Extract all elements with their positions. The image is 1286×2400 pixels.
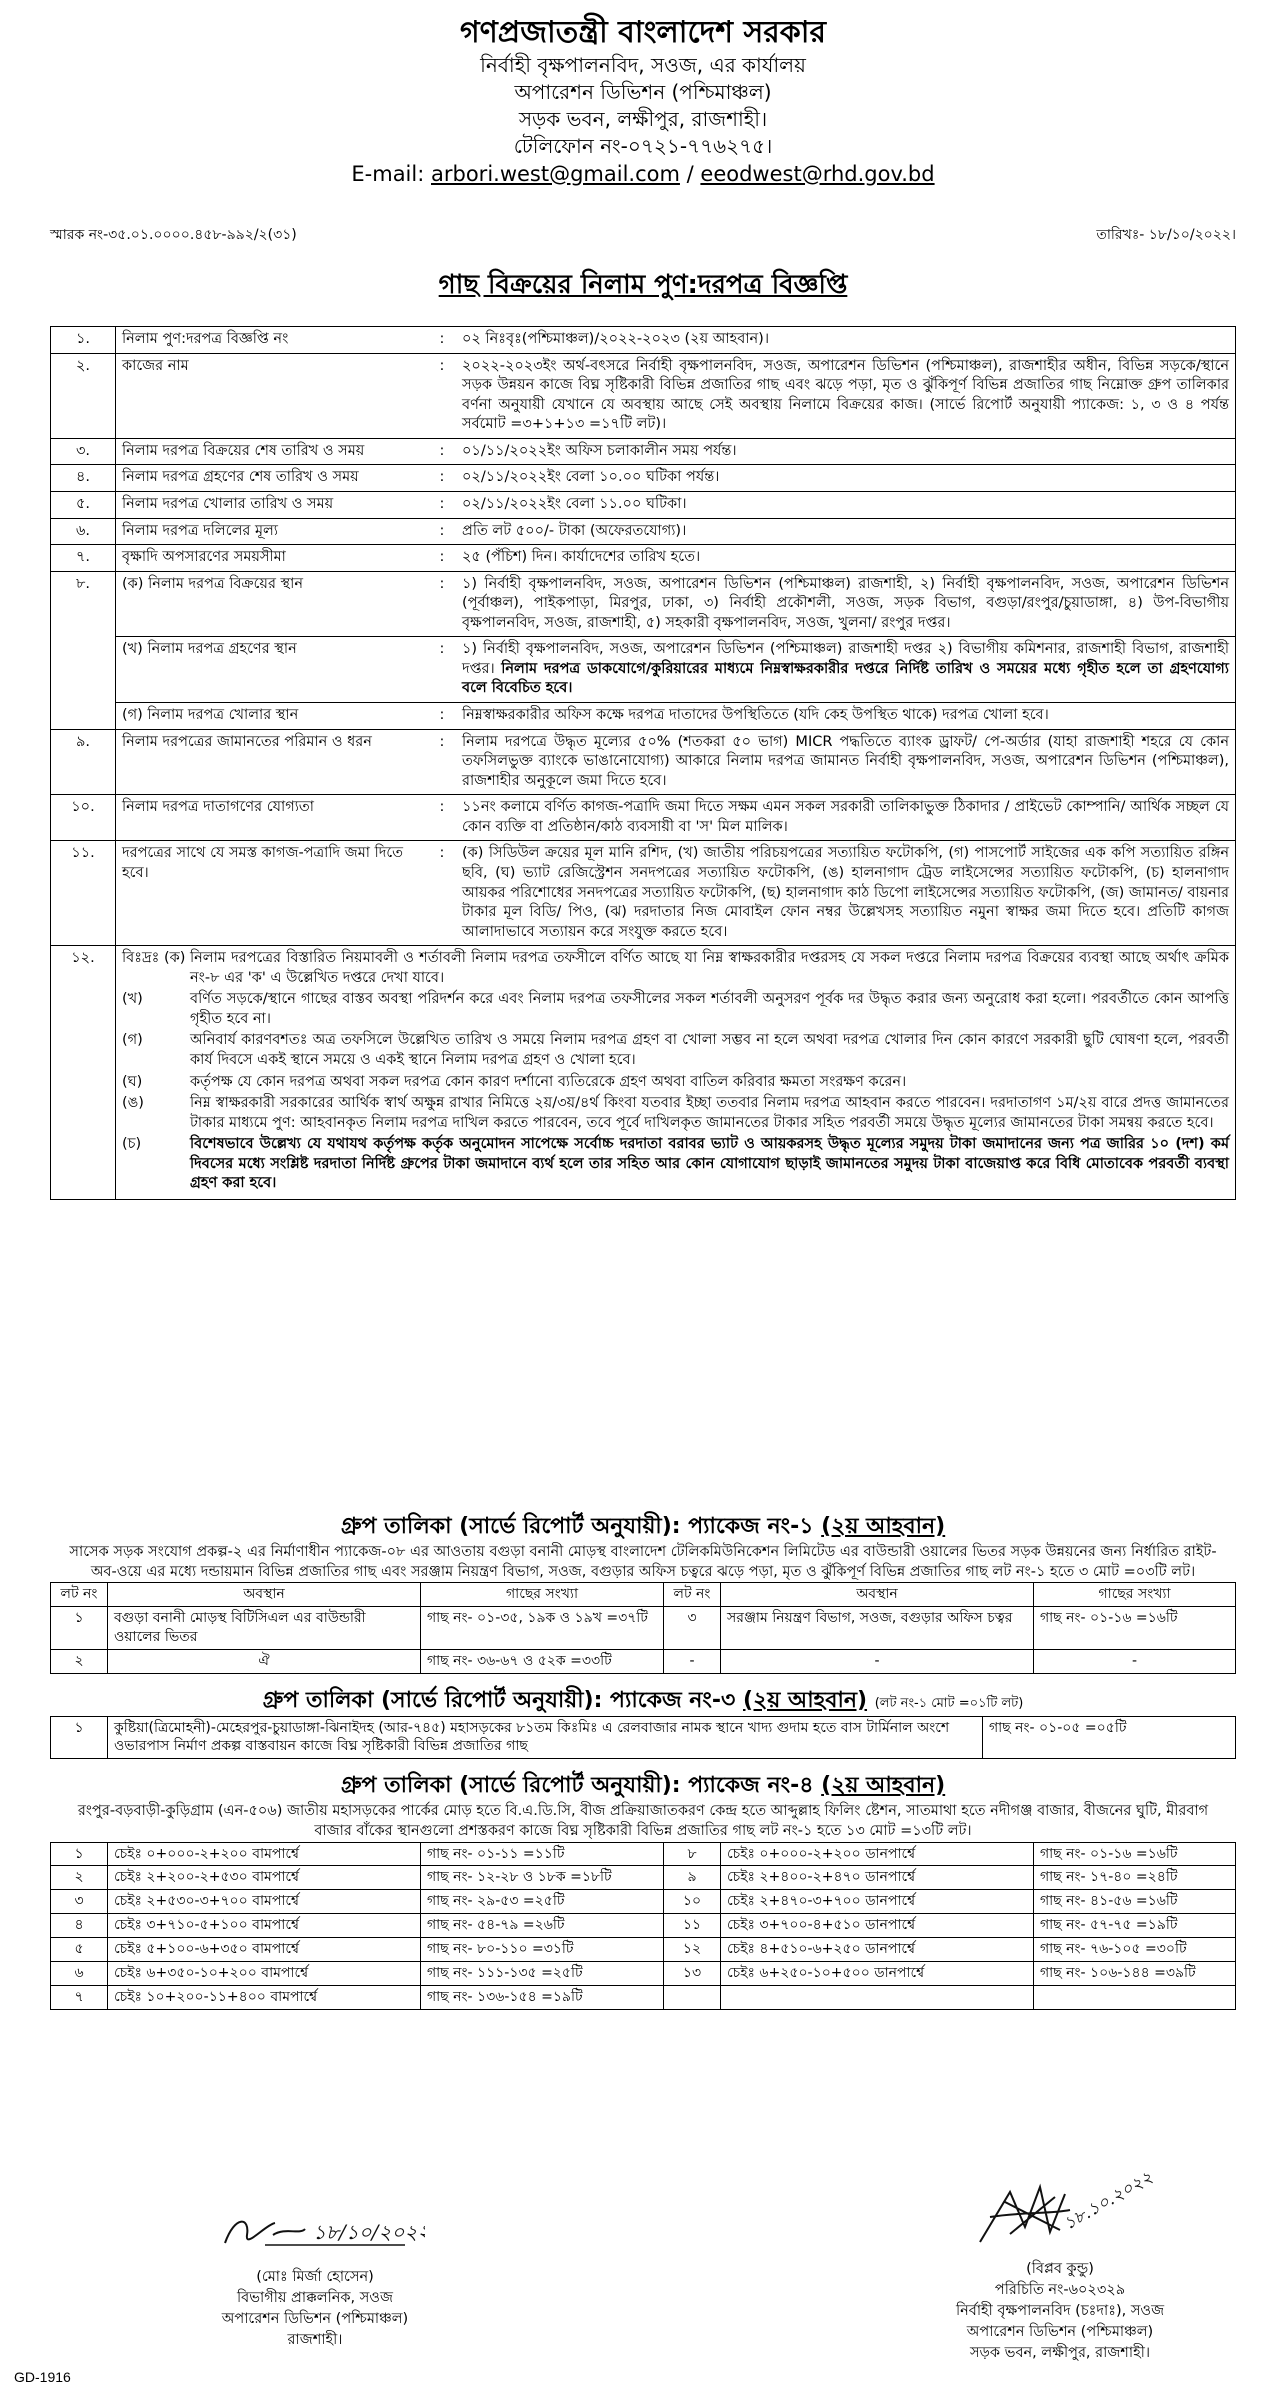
- table-cell: ঐ: [108, 1649, 421, 1673]
- row-label: নিলাম দরপত্র খোলার তারিখ ও সময়: [116, 491, 429, 518]
- table-cell: -: [664, 1649, 721, 1673]
- row-colon: :: [428, 703, 456, 730]
- note-text: নিম্ন স্বাক্ষরকারী সরকারের আর্থিক স্বার্থ অক্ষুন্ন রাখার নিমিত্তে ২য়/৩য়/৪র্থ কিংবা যতবার ইচ্ছা ততবার নিলাম দরপত্র আহবান করতে পারবেন। দরদাতাগণ ১ম/২য় বারে প্রদত্ত জামানতের টাকার মাধ্যমে পুণ: আহবানকৃত নিলাম দরপত্র দাখিল করতে পারবেন, তবে পূর্বে দাখিলকৃত জামানতের টাকার সহিত পরবর্তী সময়ে উদ্ধৃত মূল্যের জামানতের টাকা সমন্বয় করতে হবে।: [190, 1095, 1229, 1131]
- row-label: নিলাম দরপত্র বিক্রয়ের শেষ তারিখ ও সময়: [116, 438, 429, 465]
- row-value: ১১নং কলামে বর্ণিত কাগজ-পত্রাদি জমা দিতে সক্ষম এমন সকল সরকারী তালিকাভুক্ত ঠিকাদার / প্রাইভেট কোম্পানি/ আর্থিক সচ্ছল যে কোন ব্যক্তি বা প্রতিষ্ঠান/কাঠ ব্যবসায়ী বা 'স' মিল মালিক।: [456, 795, 1236, 841]
- row-number: ৬.: [51, 518, 116, 545]
- note-letter: (ক): [163, 950, 186, 967]
- row-value: ০২ নিঃবৃঃ(পশ্চিমাঞ্চল)/২০২২-২০২৩ (২য় আহবান)।: [456, 327, 1236, 354]
- table-cell: ১৩: [664, 1962, 721, 1986]
- table-row: [51, 465, 1236, 492]
- row-number: ৮.: [51, 571, 116, 729]
- row-colon: :: [428, 491, 456, 518]
- letterhead: [0, 0, 1286, 188]
- row-colon: :: [428, 518, 456, 545]
- row-value: ০১/১১/২০২২ইং অফিস চলাকালীন সময় পর্যন্ত।: [456, 438, 1236, 465]
- table-cell: ১০: [664, 1890, 721, 1914]
- handwritten-signature-right: [950, 2172, 1170, 2252]
- row-colon: :: [428, 571, 456, 637]
- row-colon: :: [428, 795, 456, 841]
- row-label: কাজের নাম: [116, 353, 429, 438]
- group4-table: [50, 1842, 1236, 2010]
- table-cell: চেইঃ ২+৫৩০-৩+৭০০ বামপার্শ্বে: [108, 1890, 421, 1914]
- signatory-right-designation: নির্বাহী বৃক্ষপালনবিদ (চঃদাঃ), সওজ: [955, 2303, 1165, 2320]
- table-row: [51, 1842, 1236, 1866]
- row-label: নিলাম পুণ:দরপত্র বিজ্ঞপ্তি নং: [116, 327, 429, 354]
- row-number: ৫.: [51, 491, 116, 518]
- table-cell: চেইঃ ০+০০০-২+২০০ বামপার্শ্বে: [108, 1842, 421, 1866]
- office-address: সড়ক ভবন, লক্ষীপুর, রাজশাহী।: [518, 106, 768, 131]
- note-text: বিশেষভাবে উল্লেখ্য যে যথাযথ কর্তৃপক্ষ কর্তৃক অনুমোদন সাপেক্ষে সর্বোচ্চ দরদাতা বরাবর ভ্যাট ও আয়করসহ উদ্ধৃত মূল্যের সমুদয় টাকা জমাদানের জন্য পত্র জারির ১০ (দশ) কর্ম দিবসের মধ্যে সংশ্লিষ্ট দরদাতা নির্দিষ্ট গ্রুপের টাকা জমাদানে ব্যর্থ হলে তার সহিত আর কোন যোগাযোগ ছাড়াই জামানতের সমুদয় টাকা বাজেয়াপ্ত করে বিধি মোতাবেক পরবর্তী ব্যবস্থা গ্রহণ করা হবে।: [190, 1136, 1229, 1192]
- signatory-right-address: সড়ক ভবন, লক্ষীপুর, রাজশাহী।: [969, 2345, 1151, 2362]
- row-colon: :: [428, 465, 456, 492]
- note-item: [122, 990, 1229, 1029]
- table-cell: [664, 1985, 721, 2009]
- note-item: [122, 1094, 1229, 1133]
- table-row: [51, 1649, 1236, 1673]
- table-cell: কুষ্টিয়া(ত্রিমোহনী)-মেহেরপুর-চুয়াডাঙ্গা-ঝিনাইদহ (আর-৭৪৫) মহাসড়কের ৮১তম কিঃমিঃ এ রেলবাজার নামক স্থানে খাদ্য গুদাম হতে বাস টার্মিনাল অংশে ওভারপাস নির্মাণ প্রকল্প বাস্তবায়ন কাজে বিঘ্ন সৃষ্টিকারী বিভিন্ন প্রজাতির গাছ: [108, 1716, 983, 1759]
- group-lists: [0, 1512, 1286, 2010]
- row-value: ২৫ (পঁচিশ) দিন। কার্যাদেশের তারিখ হতে।: [456, 545, 1236, 572]
- group1-title: [0, 1512, 1286, 1542]
- email-line: [0, 160, 1286, 188]
- division-name: অপারেশন ডিভিশন (পশ্চিমাঞ্চল): [514, 79, 772, 104]
- col-header: অবস্থান: [108, 1583, 421, 1607]
- notice-title: গাছ বিক্রয়ের নিলাম পুণ:দরপত্র বিজ্ঞপ্তি: [438, 270, 848, 300]
- row-value-bold: নিলাম দরপত্র ডাকযোগে/কুরিয়ারের মাধ্যমে নিম্নস্বাক্ষরকারীর দপ্তরে নির্দিষ্ট তারিখ ও সময়ের মধ্যে গৃহীত হলে তা গ্রহণযোগ্য বলে বিবেচিত হবে।: [462, 660, 1230, 697]
- table-cell: গাছ নং- ২৯-৫৩ =২৫টি: [421, 1890, 664, 1914]
- table-cell: গাছ নং- ১০৬-১৪৪ =৩৯টি: [1034, 1962, 1236, 1986]
- table-row: [51, 1914, 1236, 1938]
- group1-title-text: গ্রুপ তালিকা (সার্ভে রিপোর্ট অনুযায়ী): প্যাকেজ নং-১: [340, 1514, 814, 1539]
- tender-details-table: [50, 326, 1236, 1200]
- signatory-left-division: অপারেশন ডিভিশন (পশ্চিমাঞ্চল): [221, 2311, 409, 2328]
- row-value: ০২/১১/২০২২ইং বেলা ১১.০০ ঘটিকা।: [456, 491, 1236, 518]
- table-row: [51, 946, 1236, 1200]
- email-separator: /: [686, 161, 694, 186]
- table-cell: চেইঃ ২+৪৭০-৩+৭০০ ডানপার্শ্বে: [721, 1890, 1034, 1914]
- group4-title-text: গ্রুপ তালিকা (সার্ভে রিপোর্ট অনুযায়ী): প্যাকেজ নং-৪: [340, 1773, 814, 1799]
- group4-description: রংপুর-বড়বাড়ী-কুড়িগ্রাম (এন-৫০৬) জাতীয় মহাসড়কের পার্কের মোড় হতে বি.এ.ডি.সি, বীজ প্রক্রিয়াজাতকরণ কেন্দ্র হতে আব্দুল্লাহ ফিলিং ষ্টেশন, সাতমাথা হতে নদীগঞ্জ বাজার, বীজনের ঘুটি, মীরবাগ বাজার বাঁকের স্থানগুলো প্রশস্তকরণ কাজে বিঘ্ন সৃষ্টিকারী বিভিন্ন প্রজাতির গাছ লট নং-১ হতে ১৩ মোট =১৩টি লট।: [77, 1803, 1209, 1840]
- email-link-1[interactable]: arbori.west@gmail.com: [431, 161, 680, 186]
- row-label: দরপত্রের সাথে যে সমস্ত কাগজ-পত্রাদি জমা দিতে হবে।: [116, 841, 429, 946]
- table-row: [51, 518, 1236, 545]
- group3-title: [0, 1686, 1286, 1716]
- table-row: [51, 841, 1236, 946]
- table-cell: গাছ নং- ৮০-১১০ =৩১টি: [421, 1938, 664, 1962]
- signatory-left-designation: বিভাগীয় প্রাক্কলনিক, সওজ: [237, 2290, 393, 2307]
- row-number: ১২.: [51, 946, 116, 1200]
- group1-call: (২য় আহবান): [821, 1514, 946, 1539]
- row-number: ৩.: [51, 438, 116, 465]
- table-cell: গাছ নং- ৭৬-১০৫ =৩০টি: [1034, 1938, 1236, 1962]
- govt-title: গণপ্রজাতন্ত্রী বাংলাদেশ সরকার: [460, 15, 826, 50]
- note-text: নিলাম দরপত্রের বিস্তারিত নিয়মাবলী ও শর্তাবলী নিলাম দরপত্র তফসীলে বর্ণিত আছে যা নিম্ন স্বাক্ষরকারীর দপ্তরসহ যে সকল দপ্তরে নিলাম দরপত্র বিক্রয়ের ব্যবস্থা আছে অর্থাৎ ক্রমিক নং-৮ এর 'ক' এ উল্লেখিত দপ্তরে দেখা যাবে।: [190, 950, 1229, 986]
- table-cell: ৭: [51, 1985, 108, 2009]
- note-key: (গ): [122, 1032, 143, 1049]
- table-cell: [721, 1985, 1034, 2009]
- table-cell: ৪: [51, 1914, 108, 1938]
- row-value: ১) নির্বাহী বৃক্ষপালনবিদ, সওজ, অপারেশন ডিভিশন (পশ্চিমাঞ্চল) রাজশাহী, ২) নির্বাহী বৃক্ষপালনবিদ, সওজ, অপারেশন ডিভিশন (পূর্বাঞ্চল), পাইকপাড়া, মিরপুর, ঢাকা, ৩) নির্বাহী প্রকৌশলী, সওজ, সড়ক বিভাগ, বগুড়া/রংপুর/চুয়াডাঙ্গা, ৪) উপ-বিভাগীয় বৃক্ষপালনবিদ, সওজ, রাজশাহী, ৫) সহকারী বৃক্ষপালনবিদ, সওজ, খুলনা/ রংপুর দপ্তর।: [456, 571, 1236, 637]
- signatory-right-id: পরিচিতি নং-৬০২৩২৯: [994, 2282, 1126, 2299]
- table-cell: চেইঃ ৩+৭১০-৫+১০০ বামপার্শ্বে: [108, 1914, 421, 1938]
- signature-block-right: [880, 2172, 1240, 2364]
- table-row: [51, 353, 1236, 438]
- memo-date: তারিখঃ- ১৮/১০/২০২২।: [1096, 227, 1236, 243]
- table-row: [51, 729, 1236, 795]
- note-text: বর্ণিত সড়কে/স্থানে গাছের বাস্তব অবস্থা পরিদর্শন করে এবং নিলাম দরপত্র তফসীলের সকল শর্তাবলী অনুসরণ পূর্বক দর উদ্ধৃত করার জন্য অনুরোধ করা হলো। পরবর্তীতে কোন আপত্তি গৃহীত হবে না।: [190, 991, 1229, 1027]
- group3-lot-note: (লট নং-১ মোট =০১টি লট): [874, 1695, 1024, 1711]
- table-cell: গাছ নং- ৫৭-৭৫ =১৯টি: [1034, 1914, 1236, 1938]
- row-number: ১১.: [51, 841, 116, 946]
- table-header-row: [51, 1583, 1236, 1607]
- table-cell: চেইঃ ১০+২০০-১১+৪০০ বামপার্শ্বে: [108, 1985, 421, 2009]
- office-phone: টেলিফোন নং-০৭২১-৭৭৬২৭৫।: [513, 133, 773, 158]
- row-number: ১০.: [51, 795, 116, 841]
- row-label: নিলাম দরপত্রের জামানতের পরিমান ও ধরন: [116, 729, 429, 795]
- row-colon: :: [428, 637, 456, 703]
- row-value-plain: ১) নির্বাহী বৃক্ষপালনবিদ, সওজ, অপারেশন ডিভিশন (পশ্চিমাঞ্চল) রাজশাহী দপ্তর ২) বিভাগীয় কমিশনার, রাজশাহী বিভাগ, রাজশাহী দপ্তর।: [462, 641, 1229, 677]
- group3-table: [50, 1716, 1236, 1760]
- table-cell: ২: [51, 1866, 108, 1890]
- col-header: অবস্থান: [721, 1583, 1034, 1607]
- email-link-2[interactable]: eeodwest@rhd.gov.bd: [700, 161, 935, 186]
- signatory-left-city: রাজশাহী।: [287, 2332, 343, 2349]
- row-value: প্রতি লট ৫০০/- টাকা (অফেরতযোগ্য)।: [456, 518, 1236, 545]
- table-cell: গাছ নং- ০১-৩৫, ১৯ক ও ১৯খ =৩৭টি: [421, 1607, 664, 1650]
- table-row: [51, 1716, 1236, 1759]
- group3-title-text: গ্রুপ তালিকা (সার্ভে রিপোর্ট অনুযায়ী): প্যাকেজ নং-৩: [262, 1687, 736, 1713]
- row-colon: :: [428, 545, 456, 572]
- signature-left-date: ১৮/১০/২০২২: [313, 2220, 425, 2244]
- note-item: [122, 949, 1229, 988]
- table-cell: ৬: [51, 1962, 108, 1986]
- row-colon: :: [428, 327, 456, 354]
- table-row: [51, 703, 1236, 730]
- table-cell: ৮: [664, 1842, 721, 1866]
- row-value: [456, 637, 1236, 703]
- notes-prefix: বিঃদ্রঃ: [122, 950, 160, 967]
- row-colon: :: [428, 438, 456, 465]
- table-row: [51, 491, 1236, 518]
- group1-table: [50, 1582, 1236, 1674]
- table-cell: গাছ নং- ০১-১৬ =১৬টি: [1034, 1607, 1236, 1650]
- signature-right-date: ১৮.১০.২০২২: [1060, 2172, 1157, 2235]
- signature-block-left: [150, 2205, 480, 2351]
- table-cell: ১: [51, 1716, 108, 1759]
- note-key: [122, 949, 190, 988]
- office-name: নির্বাহী বৃক্ষপালনবিদ, সওজ, এর কার্যালয়: [480, 52, 806, 77]
- row-colon: :: [428, 353, 456, 438]
- row-label: (গ) নিলাম দরপত্র খোলার স্থান: [116, 703, 429, 730]
- table-cell: ১: [51, 1607, 108, 1650]
- table-cell: গাছ নং- ৩৬-৬৭ ও ৫২ক =৩৩টি: [421, 1649, 664, 1673]
- email-label: E-mail:: [351, 161, 425, 186]
- table-cell: [1034, 1985, 1236, 2009]
- table-cell: চেইঃ ২+৪০০-২+৪৭০ ডানপার্শ্বে: [721, 1866, 1034, 1890]
- signatory-right-division: অপারেশন ডিভিশন (পশ্চিমাঞ্চল): [966, 2324, 1154, 2341]
- table-cell: গাছ নং- ০১-১১ =১১টি: [421, 1842, 664, 1866]
- note-key: (ঘ): [122, 1073, 143, 1090]
- col-header: গাছের সংখ্যা: [1034, 1583, 1236, 1607]
- table-cell: -: [1034, 1649, 1236, 1673]
- group1-description: সাসেক সড়ক সংযোগ প্রকল্প-২ এর নির্মাণাধীন প্যাকেজ-০৮ এর আওতায় বগুড়া বনানী মোড়স্থ বাংলাদেশ টেলিকমিউনিকেশন লিমিটেড এর বাউন্ডারী ওয়ালের ভিতর সড়ক উন্নয়নের জন্য নির্ধারিত রাইট-অব-ওয়ে এর মধ্যে দন্ডায়মান বিভিন্ন প্রজাতির গাছ এবং সরঞ্জাম নিয়ন্ত্রণ বিভাগ, সওজ, বগুড়ার অফিস চত্বরে ঝড়ে পড়া, মৃত ও ঝুঁকিপূর্ণ বিভিন্ন প্রজাতির গাছ লট নং-১ হতে ৩ মোট =০৩টি লট।: [69, 1543, 1217, 1580]
- row-value: নিম্নস্বাক্ষরকারীর অফিস কক্ষে দরপত্র দাতাদের উপস্থিতিতে (যদি কেহ উপস্থিত থাকে) দরপত্র খোলা হবে।: [456, 703, 1236, 730]
- table-cell: গাছ নং- ১৭-৪০ =২৪টি: [1034, 1866, 1236, 1890]
- table-cell: গাছ নং- ১২-২৮ ও ১৮ক =১৮টি: [421, 1866, 664, 1890]
- table-cell: গাছ নং- ১৩৬-১৫৪ =১৯টি: [421, 1985, 664, 2009]
- memo-reference: স্মারক নং-৩৫.০১.০০০০.৪৫৮-৯৯২/২(৩১): [50, 227, 297, 243]
- table-cell: চেইঃ ৩+৭০০-৪+৫১০ ডানপার্শ্বে: [721, 1914, 1034, 1938]
- row-number: ২.: [51, 353, 116, 438]
- group4-call: (২য় আহবান): [821, 1773, 946, 1799]
- note-text: কর্তৃপক্ষ যে কোন দরপত্র অথবা সকল দরপত্র কোন কারণ দর্শানো ব্যতিরেকে গ্রহণ অথবা বাতিল করিবার ক্ষমতা সংরক্ষণ করেন।: [190, 1073, 907, 1090]
- table-row: [51, 795, 1236, 841]
- table-cell: ১১: [664, 1914, 721, 1938]
- row-value: ২০২২-২০২৩ইং অর্থ-বৎসরে নির্বাহী বৃক্ষপালনবিদ, সওজ, অপারেশন ডিভিশন (পশ্চিমাঞ্চল), রাজশাহীর অধীন, বিভিন্ন সড়কে/স্থানে সড়ক উন্নয়ন কাজে বিঘ্ন সৃষ্টিকারী বিভিন্ন প্রজাতির গাছ এবং ঝড়ে পড়া, মৃত ও ঝুঁকিপূর্ণ বিভিন্ন প্রজাতির গাছ নিম্নোক্ত গ্রুপ তালিকার বর্ণনা অনুযায়ী যেখানে যে অবস্থায় আছে সেই অবস্থায় নিলামে বিক্রয়ের কাজ। (সার্ভে রিপোর্ট অনুযায়ী প্যাকেজ: ১, ৩ ও ৪ পর্যন্ত সর্বমোট =৩+১+১৩ =১৭টি লট)।: [456, 353, 1236, 438]
- group3-call: (২য় আহবান): [743, 1687, 868, 1713]
- row-colon: :: [428, 729, 456, 795]
- table-cell: ৫: [51, 1938, 108, 1962]
- group4-title: [0, 1771, 1286, 1801]
- row-label: নিলাম দরপত্র দাতাগণের যোগ্যতা: [116, 795, 429, 841]
- row-value: (ক) সিডিউল ক্রয়ের মূল মানি রশিদ, (খ) জাতীয় পরিচয়পত্রের সত্যায়িত ফটোকপি, (গ) পাসপোর্ট সাইজের এক কপি সত্যায়িত রঙ্গিন ছবি, (ঘ) ভ্যাট রেজিস্ট্রেশন সনদপত্রের সত্যায়িত ফটোকপি, (ঙ) হালনাগাদ ট্রেড লাইসেন্সের সত্যায়িত ফটোকপি, (চ) হালনাগাদ আয়কর পরিশোধের সনদপত্রের সত্যায়িত ফটোকপি, (ছ) হালনাগাদ কাঠ ডিপো লাইসেন্সের সত্যায়িত ফটোকপি, (জ) জামানত/ বায়নার টাকার মূল বিডি/ পিও, (ঝ) দরদাতার নিজ মোবাইল ফোন নম্বর উল্লেখসহ সত্যায়িত নমুনা স্বাক্ষর জমা দিতে হবে। প্রতিটি কাগজ আলাদাভাবে সত্যায়ন করে সংযুক্ত করতে হবে।: [456, 841, 1236, 946]
- table-row: [51, 1890, 1236, 1914]
- table-cell: চেইঃ ২+২০০-২+৫৩০ বামপার্শ্বে: [108, 1866, 421, 1890]
- table-row: [51, 637, 1236, 703]
- row-number: ৭.: [51, 545, 116, 572]
- col-header: লট নং: [664, 1583, 721, 1607]
- table-cell: ৩: [664, 1607, 721, 1650]
- note-key: (খ): [122, 991, 143, 1008]
- row-number: ১.: [51, 327, 116, 354]
- table-row: [51, 545, 1236, 572]
- row-label: নিলাম দরপত্র দলিলের মূল্য: [116, 518, 429, 545]
- row-number: ৯.: [51, 729, 116, 795]
- footer-code: GD-1916: [14, 2369, 71, 2385]
- signatory-right-name: (বিপ্লব কুন্ডু): [1026, 2261, 1094, 2278]
- table-cell: গাছ নং- ০১-০৫ =০৫টি: [983, 1716, 1236, 1759]
- table-row: [51, 1962, 1236, 1986]
- row-value: ০২/১১/২০২২ইং বেলা ১০.০০ ঘটিকা পর্যন্ত।: [456, 465, 1236, 492]
- notes-cell: [116, 946, 1236, 1200]
- table-cell: সরঞ্জাম নিয়ন্ত্রণ বিভাগ, সওজ, বগুড়ার অফিস চত্বর: [721, 1607, 1034, 1650]
- table-row: [51, 571, 1236, 637]
- table-cell: চেইঃ ৬+৩৫০-১০+২০০ বামপার্শ্বে: [108, 1962, 421, 1986]
- table-row: [51, 1866, 1236, 1890]
- col-header: গাছের সংখ্যা: [421, 1583, 664, 1607]
- row-label: বৃক্ষাদি অপসারণের সময়সীমা: [116, 545, 429, 572]
- note-text: অনিবার্য কারণবশতঃ অত্র তফসিলে উল্লেখিত তারিখ ও সময়ে নিলাম দরপত্র গ্রহণ বা খোলা সম্ভব না হলে অথবা দরপত্র খোলার দিন কোন কারণে সরকারী ছুটি ঘোষণা হলে, পরবর্তী কার্য দিবসে একই স্থানে সময়ে ও একই স্থানে নিলাম দরপত্র গ্রহণ ও খোলা হবে।: [190, 1032, 1229, 1068]
- table-row: [51, 1938, 1236, 1962]
- row-label: নিলাম দরপত্র গ্রহণের শেষ তারিখ ও সময়: [116, 465, 429, 492]
- table-row: [51, 327, 1236, 354]
- table-cell: চেইঃ ৪+৫১০-৬+২৫০ ডানপার্শ্বে: [721, 1938, 1034, 1962]
- row-number: ৪.: [51, 465, 116, 492]
- note-item: [122, 1073, 1229, 1093]
- table-row: [51, 1985, 1236, 2009]
- row-label: (খ) নিলাম দরপত্র গ্রহণের স্থান: [116, 637, 429, 703]
- table-row: [51, 438, 1236, 465]
- note-item: [122, 1031, 1229, 1070]
- row-colon: :: [428, 841, 456, 946]
- row-label: (ক) নিলাম দরপত্র বিক্রয়ের স্থান: [116, 571, 429, 637]
- table-cell: চেইঃ ০+০০০-২+২০০ ডানপার্শ্বে: [721, 1842, 1034, 1866]
- table-cell: গাছ নং- ৫৪-৭৯ =২৬টি: [421, 1914, 664, 1938]
- table-cell: ৯: [664, 1866, 721, 1890]
- table-cell: বগুড়া বনানী মোড়স্থ বিটিসিএল এর বাউন্ডারী ওয়ালের ভিতর: [108, 1607, 421, 1650]
- table-row: [51, 1607, 1236, 1650]
- handwritten-signature-left: [205, 2205, 425, 2260]
- table-cell: ২: [51, 1649, 108, 1673]
- table-cell: গাছ নং- ০১-১৬ =১৬টি: [1034, 1842, 1236, 1866]
- table-cell: ৩: [51, 1890, 108, 1914]
- table-cell: ১২: [664, 1938, 721, 1962]
- table-cell: ১: [51, 1842, 108, 1866]
- table-cell: গাছ নং- ৪১-৫৬ =১৬টি: [1034, 1890, 1236, 1914]
- table-cell: চেইঃ ৫+১০০-৬+৩৫০ বামপার্শ্বে: [108, 1938, 421, 1962]
- signatory-left-name: (মোঃ মির্জা হোসেন): [256, 2269, 374, 2286]
- table-cell: গাছ নং- ১১১-১৩৫ =২৫টি: [421, 1962, 664, 1986]
- group3-lot-note-text: লট নং-১ মোট =০১টি লট): [879, 1695, 1024, 1711]
- table-cell: -: [721, 1649, 1034, 1673]
- col-header: লট নং: [51, 1583, 108, 1607]
- table-cell: চেইঃ ৬+২৫০-১০+৫০০ ডানপার্শ্বে: [721, 1962, 1034, 1986]
- note-key: (চ): [122, 1136, 142, 1153]
- row-value: নিলাম দরপত্রে উদ্ধৃত মূল্যের ৫০% (শতকরা ৫০ ভাগ) MICR পদ্ধতিতে ব্যাংক ড্রাফট/ পে-অর্ডার (যাহা রাজশাহী শহরে যে কোন তফসিলভুক্ত ব্যাংকে ভাঙানোযোগ্য) আকারে নিলাম দরপত্র জামানত নির্বাহী বৃক্ষপালনবিদ, সওজ, অপারেশন ডিভিশন (পশ্চিমাঞ্চল), রাজশাহীর অনুকূলে জমা দিতে হবে।: [456, 729, 1236, 795]
- note-key: (ঙ): [122, 1095, 144, 1112]
- note-item: [122, 1135, 1229, 1194]
